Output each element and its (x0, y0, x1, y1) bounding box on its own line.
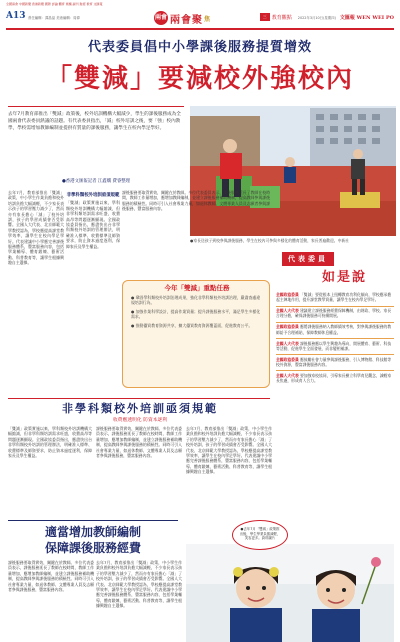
article-headline: 「雙減」要減校外強校內 (45, 64, 354, 94)
column-6-text: 去年7月，教育部推出「雙減」政策，中小學生作業負擔和校外培訓負擔大幅減輕，不少家長表示孩子的學習壓力減少了，然而亦有家長擔心「減」了校外培訓，孩子的學習成績會否受影響。全國人大代表、北京師範大學教授認為，學校應提高課堂教學效率，讓學生在校內學足學好。代表建議中小學應完善課後服務體系，豐富服務內容，包括學業輔導、體育鍛煉、藝術活動、科普教育等，讓學生根據興趣自主選擇。 (186, 426, 272, 475)
quote-entry (276, 292, 394, 303)
section-2-heading: 非學科類校外培訓亟須規範 (62, 402, 218, 415)
column-2-text: 「雙減」政策實施以來，學科類校外培訓機構大幅縮減，但非學科類培訓需求旺盛，收費高昂等問題逐漸顯現。全國政協委員指出，應盡快出台非學科類校外培訓的管理辦法，明確准入標準、收費標準及師資要求，防止資本過度逐利，保障家長及學生權益。 (66, 200, 120, 249)
section-rule (8, 398, 270, 399)
lede-text: 去年7月教育部推出「雙減」政策後，校外培訓機構大幅減少，學生的課後服務成為全國兩會代表委員熱議的話題。有代表委員指出，「減」校外培訓之後，要「強」校內教學，學校需增加教師編制並提供有質量的課後服務，讓學生在校內學足學好。 (8, 112, 181, 131)
section-badge (154, 11, 210, 25)
column-8-text: 去年7月，教育部推出「雙減」政策，中小學生作業負擔和校外培訓負擔大幅減輕，不少家長表示孩子的學習壓力減少了，然而亦有家長擔心「減」了校外培訓，孩子的學習成績會否受影響。全國人大代表、北京師範大學教授認為，學校應提高課堂教學效率，讓學生在校內學足學好。代表建議中小學應完善課後服務體系，豐富服務內容，包括學業輔導、體育鍛煉、藝術活動、科普教育等，讓學生根據興趣自主選擇。 (96, 560, 182, 609)
section-rule (8, 520, 178, 521)
header-rule (6, 28, 394, 30)
article-lede (8, 106, 184, 178)
quote-text: 建議建立課後服務經費保障機制，由財政、學校、家長合理分擔，確保課後服務可持續開展。 (276, 308, 392, 319)
section-info (260, 13, 394, 21)
column-4-text: 「雙減」政策實施以來，學科類校外培訓機構大幅縮減，但非學科類培訓需求旺盛，收費高昂等問題逐漸顯現。全國政協委員指出，應盡快出台非學科類校外培訓的管理辦法，明確准入標準、收費標準及師資要求，防止資本過度逐利，保障家長及學生權益。 (8, 426, 92, 459)
badge-subtitle: 焦 (204, 15, 211, 23)
sidebar-quotes (276, 292, 394, 540)
quote-text: 課後服務應以學生興趣為導向，開展體育、藝術、科技等活動，促進學生全面發展，而非變相補課。 (276, 340, 392, 351)
body-column-2 (66, 190, 120, 396)
quote-text: 要加強家校協同，引導家長樹立科學育兒觀念，減輕家長焦慮，形成育人合力。 (276, 372, 392, 384)
key-task-item: ● 加強作業科學設計，提高作業質量；提升課後服務水平，滿足學生多樣化需求。 (131, 308, 261, 320)
top-nav-strip: 全國兩會 中國新聞 香港新聞 國際 評論 體育 娛樂 副刊 財經 教育 文匯報 (6, 2, 103, 6)
body-column-1 (8, 190, 64, 396)
page-number: A13 (6, 11, 26, 21)
badge-emblem: 兩會 (154, 11, 168, 25)
key-task-item: ● 推動優質教育資源共享，擴大優質教育資源覆蓋面，促進教育公平。 (131, 322, 253, 328)
divider (276, 338, 394, 339)
quote-entry (276, 324, 394, 335)
quote-entry (276, 341, 394, 352)
badge-title: 兩會聚 (170, 14, 203, 26)
key-tasks-box (122, 280, 270, 388)
section-2-subheading: 收費應透明化 防資本逐利 (112, 418, 168, 423)
quote-speaker: 全國人大代表 (276, 308, 299, 314)
section-name: 教育觀點 (271, 14, 292, 21)
quote-speaker: 全國政協委員 (276, 356, 299, 362)
body-column-5 (96, 426, 182, 516)
quote-entry (276, 357, 394, 368)
key-tasks-title: 今年「雙減」重點任務 (164, 284, 230, 292)
body-column-8 (96, 560, 182, 640)
column-7-text: 課後服務要取得實效，關鍵在於教師。多位代表委員表示，課後服務延長了教師在校時間，教師工作量增加，應增加教師編制，並建立課後服務補助機制，提高教師參與課後服務的積極性。同時可引入社會專業力量，如退休教師、文體專業人員及志願者參與課後服務，豐富服務內容。 (8, 560, 94, 593)
children-photo (186, 544, 394, 642)
section-3-heading: 適當增加教師編制 保障課後服務經費 (44, 525, 141, 555)
sidebar-label: 代表委員 (282, 252, 334, 266)
column-5-text: 課後服務要取得實效，關鍵在於教師。多位代表委員表示，課後服務延長了教師在校時間，教師工作量增加，應增加教師編制，並建立課後服務補助機制，提高教師參與課後服務的積極性。同時可引入社會專業力量，如退休教師、文體專業人員及志願者參與課後服務，豐富服務內容。 (96, 426, 182, 459)
sidebar-header (276, 248, 396, 288)
divider (276, 354, 394, 355)
quote-text: 「雙減」要從根本上扭轉教育功利化傾向，學校應承擔起主陣地作用，提升課堂教學質量，讓學生在校內學足學好。 (276, 292, 392, 303)
article-kicker: 代表委員倡中小學課後服務提質增效 (87, 40, 312, 55)
body-column-3 (122, 190, 270, 276)
quote-text: 應將課後服務納入教師績效考核，對參與課後服務的教師給予合理補貼，保障教師休息權益。 (276, 324, 392, 335)
quote-entry (276, 373, 394, 384)
quote-entry (276, 308, 394, 319)
quote-speaker: 全國政協委員 (276, 324, 299, 330)
quote-speaker: 全國人大代表 (276, 340, 299, 346)
key-task-item: ● 鞏固學科類校外培訓治理成果，強化非學科類校外培訓治理，嚴肅查處違規培訓行為。 (131, 295, 261, 306)
divider (276, 370, 394, 371)
page-header (6, 9, 394, 27)
section-tag: 三 (260, 13, 270, 21)
quote-speaker: 全國政協委員 (276, 292, 299, 297)
body-column-6 (186, 426, 272, 516)
smiling-children-photo (186, 544, 394, 642)
divider (276, 322, 394, 323)
column-3-text: 課後服務要取得實效，關鍵在於教師。多位代表委員表示，課後服務延長了教師在校時間，教師工作量增加，應增加教師編制，並建立課後服務補助機制，提高教師參與課後服務的積極性。同時可引入社會專業力量，如退休教師、文體專業人員及志願者參與課後服務，豐富服務內容。 (122, 190, 270, 212)
body-column-7 (8, 560, 94, 640)
body-column-4 (8, 426, 92, 516)
quote-speaker: 全國人大代表 (276, 372, 299, 378)
article-byline: ●香港文匯報記者 江鑫嫻 費睿整理 (61, 179, 131, 184)
sidebar-says: 如是說 (322, 270, 368, 285)
divider (276, 306, 394, 307)
photo-caption: ●家長送孩子到校參與課後服務，學生在校內可參與多樣化的體育活動，家長普遍歡迎。中新社 (190, 238, 349, 243)
quote-text: 應鼓勵社會力量參與課後服務，引入博物館、科技館等校外資源，豐富課後服務內容。 (276, 356, 392, 368)
issue-date: 2022年3月10日(星期四) (297, 15, 336, 20)
children-photo-caption: ●去年7月「雙減」政策推出後，學生學業負擔減輕，笑容更多。資料圖片 (232, 520, 288, 550)
column-1-text: 去年7月，教育部推出「雙減」政策，中小學生作業負擔和校外培訓負擔大幅減輕，不少家長表示孩子的學習壓力減少了，然而亦有家長擔心「減」了校外培訓，孩子的學習成績會否受影響。全國人大代表、北京師範大學教授認為，學校應提高課堂教學效率，讓學生在校內學足學好。代表建議中小學應完善課後服務體系，豐富服務內容，包括學業輔導、體育鍛煉、藝術活動、科普教育等，讓學生根據興趣自主選擇。 (8, 190, 64, 266)
column-2-subheading: 非學科類校外培訓亟須規範 (66, 193, 120, 198)
newspaper-brand: 文匯報 WEN WEI PO (339, 14, 394, 21)
editor-credits: 責任編輯：譚晶晶 美術編輯：周偉 (28, 16, 80, 20)
